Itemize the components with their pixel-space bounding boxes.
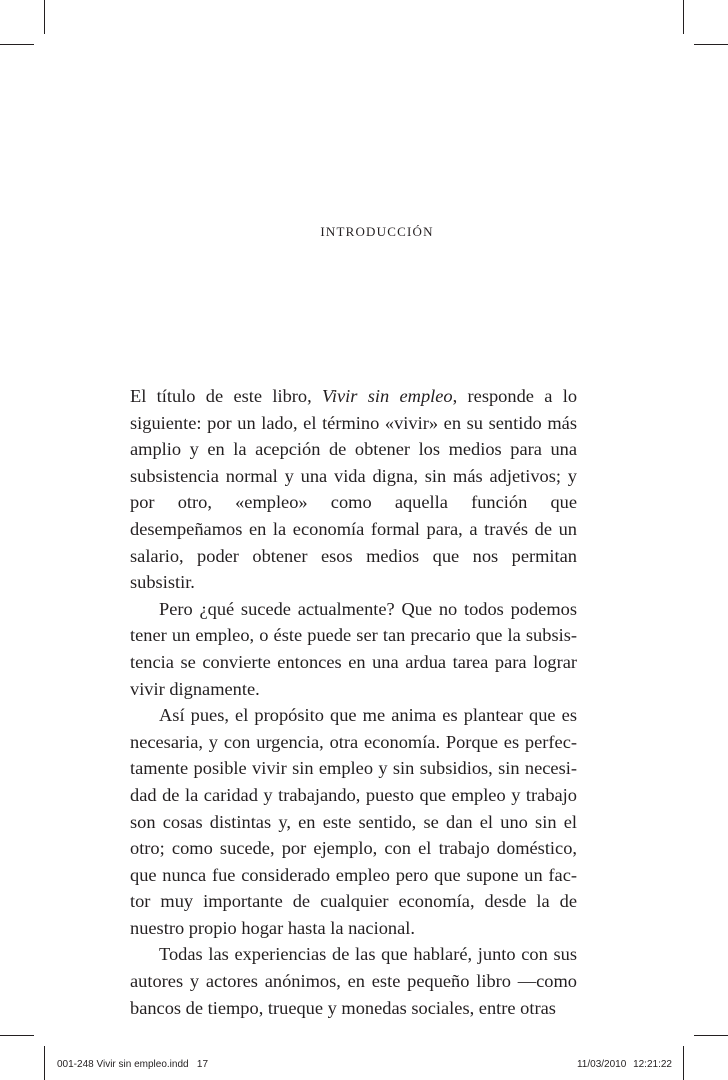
slug-timestamp: [577, 1059, 672, 1071]
body-text: [130, 383, 577, 1021]
slug-file-label: 001-248 Vivir sin empleo.indd 17: [57, 1059, 209, 1070]
book-title: Vivir sin empleo: [322, 386, 453, 406]
chapter-title: introducción: [320, 220, 434, 240]
crop-mark-top-left-vertical: [44, 0, 45, 34]
crop-mark-bottom-right-horizontal: [694, 1035, 728, 1036]
paragraph-4: Todas las experiencias de las que hablaré, junto con sus autores y actores anónimos, en este pequeño libro —como bancos de tiempo, trueque y monedas sociales, entre otras: [130, 944, 577, 1018]
paragraph-1-intro: El título de este libro,: [130, 386, 323, 406]
paragraph-1: [130, 383, 577, 596]
slug-date: 11/03/2010: [576, 1059, 627, 1070]
crop-mark-top-left-horizontal: [0, 44, 34, 45]
crop-mark-bottom-left-horizontal: [0, 1035, 34, 1036]
paragraph-1-rest: , responde a lo siguiente: por un lado, el término «vivir» en su sentido más amplio y en la acepción de obtener los medios para una subsistencia normal y una vida digna, sin más adjetivos; y por otro, «empleo» como aquella función que desempeñamos en la economía formal para, a través de un salario, poder obtener esos medios que nos permitan subsistir.: [130, 386, 578, 593]
paragraph-3: Así pues, el propósito que me anima es plantear que es necesaria, y con urgencia, otra economía. Porque es perfectamente posible vivir sin empleo y sin subsidios, sin necesidad de la caridad y trabajando, puesto que empleo y trabajo son cosas distintas y, en este sentido, se dan el uno sin el otro; como sucede, por ejemplo, con el trabajo doméstico, que nunca fue considerado empleo pero que supone un factor muy importante de cualquier economía, desde la de nuestro propio hogar hasta la nacional.: [130, 705, 577, 938]
crop-mark-bottom-right-vertical: [683, 1046, 684, 1080]
crop-mark-top-right-vertical: [683, 0, 684, 34]
crop-mark-bottom-left-vertical: [44, 1046, 45, 1080]
crop-mark-top-right-horizontal: [694, 44, 728, 45]
paragraph-2: Pero ¿qué sucede actualmente? Que no todos podemos tener un empleo, o éste puede ser tan precario que la subsistencia se convierte entonces en una ardua tarea para lograr vivir dignamente.: [130, 598, 577, 699]
slug-time: 12:21:22: [633, 1059, 672, 1070]
